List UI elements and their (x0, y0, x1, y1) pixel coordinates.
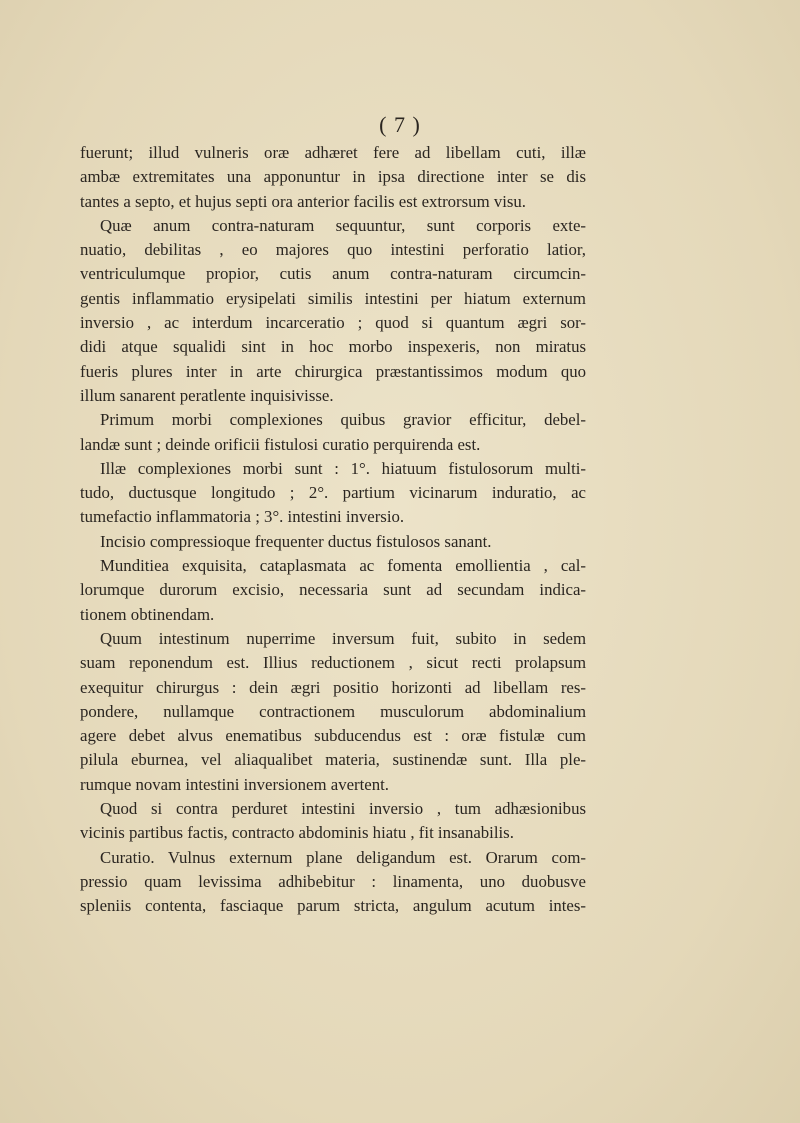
paragraph (80, 797, 586, 846)
text-line: Quum intestinum nuperrime inversum fuit, subito in sedem (100, 628, 586, 648)
text-line: fuerunt; illud vulneris oræ adhæret fere ad libellam cuti, illæ (80, 143, 586, 162)
text-line: landæ sunt ; deinde orificii fistulosi curatio perquirenda est. (80, 434, 481, 454)
page-number: ( 7 ) (379, 112, 421, 137)
text-line: ventriculumque propior, cutis anum contra-naturam circumcin- (80, 264, 586, 284)
paragraph (80, 214, 586, 408)
text-line: exequitur chirurgus : dein ægri positio horizonti ad libellam res- (80, 677, 586, 697)
text-line: lorumque durorum excisio, necessaria sunt ad secundam indica- (80, 580, 586, 600)
paragraph (80, 846, 586, 919)
text-line: illum sanarent peratlente inquisivisse. (80, 385, 334, 405)
text-line: Curatio. Vulnus externum plane deligandum est. Orarum com- (100, 847, 586, 867)
text-line: suam reponendum est. Illius reductionem , sicut recti prolapsum (80, 653, 586, 673)
paragraph (80, 141, 586, 214)
text-line: nuatio, debilitas , eo majores quo intestini perforatio latior, (80, 240, 586, 260)
text-line: vicinis partibus factis, contracto abdominis hiatu , fit insanabilis. (80, 823, 514, 843)
text-line: rumque novam intestini inversionem avertent. (80, 774, 389, 794)
text-line: agere debet alvus enematibus subducendus est : oræ fistulæ cum (80, 726, 586, 746)
text-line: fueris plures inter in arte chirurgica præstantissimos modum quo (80, 361, 586, 381)
text-line: tumefactio inflammatoria ; 3°. intestini inversio. (80, 507, 405, 527)
paragraph (80, 530, 586, 554)
paragraph (80, 627, 586, 797)
text-line: spleniis contenta, fasciaque parum stricta, angulum acutum intes- (80, 896, 586, 916)
text-line: Illæ complexiones morbi sunt : 1°. hiatuum fistulosorum multi- (100, 458, 586, 478)
text-line: pilula eburnea, vel aliaqualibet materia, sustinendæ sunt. Illa ple- (80, 750, 586, 770)
text-line: didi atque squalidi sint in hoc morbo inspexeris, non miratus (80, 337, 586, 357)
text-line: Incisio compressioque frequenter ductus fistulosos sanant. (100, 531, 492, 551)
paragraph (80, 457, 586, 530)
paragraph (80, 554, 586, 627)
text-line: Munditiea exquisita, cataplasmata ac fomenta emollientia , cal- (100, 556, 586, 576)
text-line: tionem obtinendam. (80, 604, 215, 624)
body-text (80, 141, 586, 919)
text-line: gentis inflammatio erysipelati similis intestini per hiatum externum (80, 288, 586, 308)
text-line: inversio , ac interdum incarceratio ; quod si quantum ægri sor- (80, 313, 586, 333)
text-line: pressio quam levissima adhibebitur : linamenta, uno duobusve (80, 871, 586, 891)
text-line: pondere, nullamque contractionem musculorum abdominalium (80, 701, 586, 721)
text-line: tantes a septo, et hujus septi ora anterior facilis est extrorsum visu. (80, 191, 526, 211)
text-line: tudo, ductusque longitudo ; 2°. partium vicinarum induratio, ac (80, 483, 586, 503)
text-line: Quæ anum contra-naturam sequuntur, sunt corporis exte- (100, 215, 586, 235)
text-line: Quod si contra perduret intestini inversio , tum adhæsionibus (100, 799, 586, 819)
text-line: Primum morbi complexiones quibus gravior efficitur, debel- (100, 410, 586, 430)
paragraph (80, 408, 586, 457)
text-line: ambæ extremitates una apponuntur in ipsa directione inter se dis (80, 167, 586, 187)
